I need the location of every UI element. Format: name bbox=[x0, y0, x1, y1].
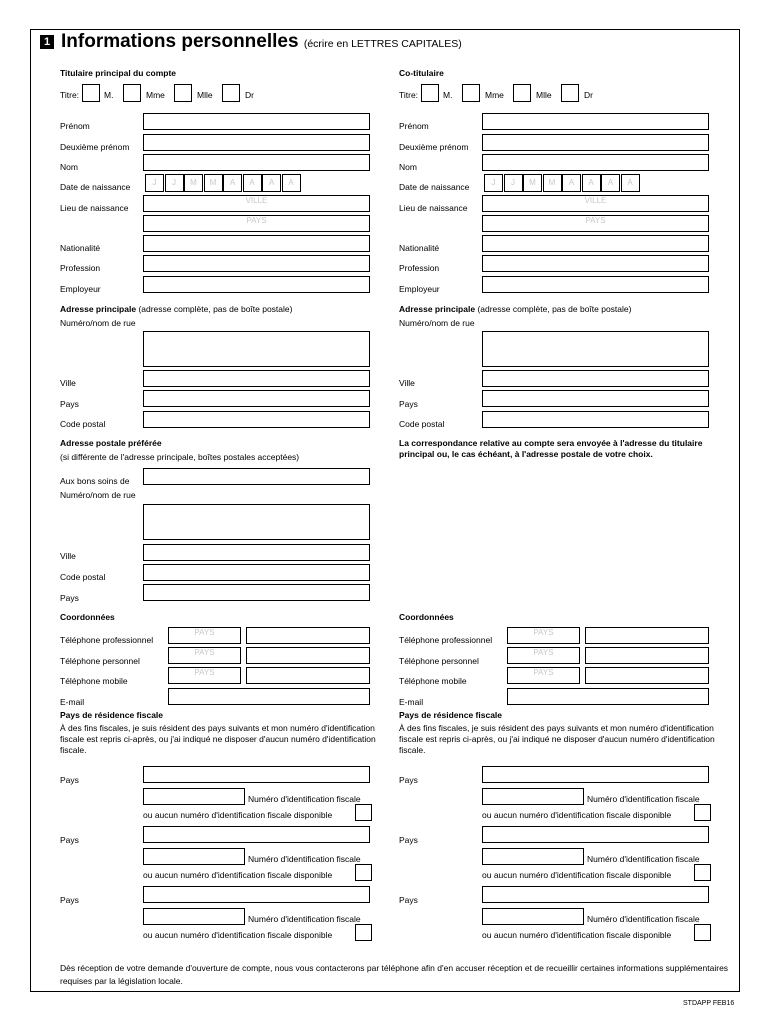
dob-cell[interactable]: J bbox=[484, 174, 503, 192]
postal-street-input[interactable] bbox=[143, 504, 370, 540]
left-street-input[interactable] bbox=[143, 331, 370, 367]
postal-street-label: Numéro/nom de rue bbox=[60, 490, 136, 500]
right-address-code_postal-input[interactable] bbox=[482, 411, 709, 428]
right-no-tin-label-1: ou aucun numéro d'identification fiscale disponible bbox=[482, 870, 672, 880]
form-code: STDAPP FEB16 bbox=[683, 1000, 735, 1007]
dob-cell[interactable]: A bbox=[582, 174, 601, 192]
left-title-option-0: M. bbox=[104, 90, 114, 100]
right-nationalite-input[interactable] bbox=[482, 235, 709, 252]
right-holder-heading: Co-titulaire bbox=[399, 68, 444, 78]
left-profession-label: Profession bbox=[60, 263, 101, 273]
left-address-pays-input[interactable] bbox=[143, 390, 370, 407]
address-heading-note: (adresse complète, pas de boîte postale) bbox=[477, 304, 632, 314]
right-tin-input-2[interactable] bbox=[482, 908, 584, 925]
dob-cell[interactable]: A bbox=[621, 174, 640, 192]
address-heading-text: Adresse principale bbox=[399, 304, 476, 314]
right-address-ville-label: Ville bbox=[399, 378, 415, 388]
right-profession-input[interactable] bbox=[482, 255, 709, 272]
section-subtitle: (écrire en LETTRES CAPITALES) bbox=[303, 38, 462, 50]
right-title-option-3: Dr bbox=[584, 90, 593, 100]
left-nom-input[interactable] bbox=[143, 154, 370, 171]
right-tel_perso-label: Téléphone personnel bbox=[399, 656, 479, 666]
left-title-option-3: Dr bbox=[245, 90, 254, 100]
left-title-checkbox-3[interactable] bbox=[222, 84, 240, 102]
left-tin-input-1[interactable] bbox=[143, 848, 245, 865]
right-no-tin-label-0: ou aucun numéro d'identification fiscale disponible bbox=[482, 810, 672, 820]
right-dob-group bbox=[484, 174, 640, 192]
right-tin-input-0[interactable] bbox=[482, 788, 584, 805]
left-profession-input[interactable] bbox=[143, 255, 370, 272]
dob-cell[interactable]: A bbox=[282, 174, 301, 192]
left-nationalite-input[interactable] bbox=[143, 235, 370, 252]
left-tax-country-label-1: Pays bbox=[60, 835, 79, 845]
left-tin-label-2: Numéro d'identification fiscale bbox=[248, 914, 361, 924]
right-title-option-0: M. bbox=[443, 90, 453, 100]
right-title-checkbox-1[interactable] bbox=[462, 84, 480, 102]
left-tax-country-label-2: Pays bbox=[60, 895, 79, 905]
dob-cell[interactable]: J bbox=[504, 174, 523, 192]
dob-cell[interactable]: A bbox=[262, 174, 281, 192]
postal-note: (si différente de l'adresse principale, boîtes postales acceptées) bbox=[60, 452, 300, 462]
left-prenom-label: Prénom bbox=[60, 121, 90, 131]
right-no-tin-label-2: ou aucun numéro d'identification fiscale disponible bbox=[482, 930, 672, 940]
left-deuxieme_prenom-label: Deuxième prénom bbox=[60, 142, 130, 152]
right-tin-label-0: Numéro d'identification fiscale bbox=[587, 794, 700, 804]
left-tel_pro-number-input[interactable] bbox=[246, 627, 370, 644]
right-address-code_postal-label: Code postal bbox=[399, 419, 445, 429]
left-title-option-1: Mme bbox=[146, 90, 165, 100]
left-contact-heading: Coordonnées bbox=[60, 612, 115, 622]
left-email-input[interactable] bbox=[168, 688, 370, 705]
left-tax-country-input-2[interactable] bbox=[143, 886, 370, 903]
right-title-option-2: Mlle bbox=[536, 90, 552, 100]
right-tax-country-label-0: Pays bbox=[399, 775, 418, 785]
right-address-pays-input[interactable] bbox=[482, 390, 709, 407]
right-email-input[interactable] bbox=[507, 688, 709, 705]
right-address-heading bbox=[399, 304, 631, 314]
postal-cp-label: Code postal bbox=[60, 572, 106, 582]
left-tel_mobile-label: Téléphone mobile bbox=[60, 676, 128, 686]
left-title-label: Titre: bbox=[60, 90, 80, 100]
left-tin-input-2[interactable] bbox=[143, 908, 245, 925]
left-title-option-2: Mlle bbox=[197, 90, 213, 100]
left-address-ville-label: Ville bbox=[60, 378, 76, 388]
right-address-pays-label: Pays bbox=[399, 399, 418, 409]
section-number: 1 bbox=[40, 35, 54, 49]
right-address-ville-input[interactable] bbox=[482, 370, 709, 387]
right-no-tin-checkbox-0[interactable] bbox=[694, 804, 711, 821]
left-country-placeholder: PAYS bbox=[246, 216, 267, 225]
right-street-input[interactable] bbox=[482, 331, 709, 367]
right-email-label: E-mail bbox=[399, 697, 424, 707]
left-tax-country-label-0: Pays bbox=[60, 775, 79, 785]
right-tel_pro-label: Téléphone professionnel bbox=[399, 635, 493, 645]
left-birthplace-label: Lieu de naissance bbox=[60, 203, 129, 213]
postal-heading: Adresse postale préférée bbox=[60, 438, 162, 448]
right-no-tin-checkbox-1[interactable] bbox=[694, 864, 711, 881]
left-tel_pro-country-placeholder: PAYS bbox=[194, 628, 215, 637]
left-title-checkbox-0[interactable] bbox=[82, 84, 100, 102]
left-tax-country-input-1[interactable] bbox=[143, 826, 370, 843]
right-nom-input[interactable] bbox=[482, 154, 709, 171]
dob-cell[interactable]: M bbox=[543, 174, 562, 192]
correspondence-note: La correspondance relative au compte sera envoyée à l'adresse du titulaire principal ou, le cas échéant, à l'adresse postale de votre choix. bbox=[399, 438, 703, 459]
address-heading-note: (adresse complète, pas de boîte postale) bbox=[138, 304, 293, 314]
left-street-label: Numéro/nom de rue bbox=[60, 318, 136, 328]
right-tel_perso-number-input[interactable] bbox=[585, 647, 709, 664]
postal-pays-input[interactable] bbox=[143, 584, 370, 601]
left-city-placeholder: VILLE bbox=[245, 196, 268, 205]
right-profession-label: Profession bbox=[399, 263, 440, 273]
left-holder-heading: Titulaire principal du compte bbox=[60, 68, 177, 78]
left-address-code_postal-input[interactable] bbox=[143, 411, 370, 428]
right-tel_perso-country-placeholder: PAYS bbox=[533, 648, 554, 657]
right-title-checkbox-3[interactable] bbox=[561, 84, 579, 102]
left-tel_perso-country-placeholder: PAYS bbox=[194, 648, 215, 657]
right-title-checkbox-0[interactable] bbox=[421, 84, 439, 102]
dob-cell[interactable]: J bbox=[165, 174, 184, 192]
left-tax-country-input-0[interactable] bbox=[143, 766, 370, 783]
right-nationalite-label: Nationalité bbox=[399, 243, 440, 253]
left-employeur-input[interactable] bbox=[143, 276, 370, 293]
dob-cell[interactable]: A bbox=[243, 174, 262, 192]
right-tax-heading: Pays de résidence fiscale bbox=[399, 710, 503, 720]
dob-cell[interactable]: A bbox=[223, 174, 242, 192]
left-title-checkbox-2[interactable] bbox=[174, 84, 192, 102]
right-tel_mobile-number-input[interactable] bbox=[585, 667, 709, 684]
right-tax-country-input-0[interactable] bbox=[482, 766, 709, 783]
left-address-code_postal-label: Code postal bbox=[60, 419, 106, 429]
left-tin-input-0[interactable] bbox=[143, 788, 245, 805]
right-tax-country-input-1[interactable] bbox=[482, 826, 709, 843]
right-title-checkbox-2[interactable] bbox=[513, 84, 531, 102]
postal-cp-input[interactable] bbox=[143, 564, 370, 581]
left-tin-label-0: Numéro d'identification fiscale bbox=[248, 794, 361, 804]
left-address-heading bbox=[60, 304, 292, 314]
right-employeur-input[interactable] bbox=[482, 276, 709, 293]
dob-cell[interactable]: J bbox=[145, 174, 164, 192]
right-employeur-label: Employeur bbox=[399, 284, 440, 294]
section-title: Informations personnelles (écrire en LETTRES CAPITALES) bbox=[61, 31, 462, 52]
left-nom-label: Nom bbox=[60, 162, 78, 172]
left-tel_pro-label: Téléphone professionnel bbox=[60, 635, 154, 645]
left-address-pays-label: Pays bbox=[60, 399, 79, 409]
right-street-label: Numéro/nom de rue bbox=[399, 318, 475, 328]
right-no-tin-checkbox-2[interactable] bbox=[694, 924, 711, 941]
left-address-ville-input[interactable] bbox=[143, 370, 370, 387]
right-tin-label-1: Numéro d'identification fiscale bbox=[587, 854, 700, 864]
left-no-tin-label-1: ou aucun numéro d'identification fiscale disponible bbox=[143, 870, 333, 880]
left-no-tin-label-0: ou aucun numéro d'identification fiscale disponible bbox=[143, 810, 333, 820]
dob-cell[interactable]: M bbox=[204, 174, 223, 192]
right-dob-label: Date de naissance bbox=[399, 182, 470, 192]
right-tel_pro-country-placeholder: PAYS bbox=[533, 628, 554, 637]
right-contact-heading: Coordonnées bbox=[399, 612, 454, 622]
right-tel_mobile-label: Téléphone mobile bbox=[399, 676, 467, 686]
left-tel_perso-label: Téléphone personnel bbox=[60, 656, 140, 666]
left-tel_mobile-number-input[interactable] bbox=[246, 667, 370, 684]
left-no-tin-checkbox-0[interactable] bbox=[355, 804, 372, 821]
left-dob-group bbox=[145, 174, 301, 192]
right-tin-label-2: Numéro d'identification fiscale bbox=[587, 914, 700, 924]
dob-cell[interactable]: M bbox=[523, 174, 542, 192]
left-tax-heading: Pays de résidence fiscale bbox=[60, 710, 164, 720]
right-title-label: Titre: bbox=[399, 90, 419, 100]
right-deuxieme_prenom-input[interactable] bbox=[482, 134, 709, 151]
care-of-input[interactable] bbox=[143, 468, 370, 485]
left-deuxieme_prenom-input[interactable] bbox=[143, 134, 370, 151]
left-employeur-label: Employeur bbox=[60, 284, 101, 294]
right-tax-country-input-2[interactable] bbox=[482, 886, 709, 903]
right-birthplace-label: Lieu de naissance bbox=[399, 203, 468, 213]
left-no-tin-checkbox-1[interactable] bbox=[355, 864, 372, 881]
right-nom-label: Nom bbox=[399, 162, 417, 172]
right-deuxieme_prenom-label: Deuxième prénom bbox=[399, 142, 469, 152]
left-title-checkbox-1[interactable] bbox=[123, 84, 141, 102]
left-prenom-input[interactable] bbox=[143, 113, 370, 130]
left-no-tin-label-2: ou aucun numéro d'identification fiscale disponible bbox=[143, 930, 333, 940]
right-prenom-label: Prénom bbox=[399, 121, 429, 131]
left-tax-intro: À des fins fiscales, je suis résident des pays suivants et mon numéro d'identification fiscale est repris ci-après, ou j'ai indiqué ne disposer d'aucun numéro d'identification fiscale. bbox=[60, 723, 376, 755]
right-tel_pro-number-input[interactable] bbox=[585, 627, 709, 644]
left-nationalite-label: Nationalité bbox=[60, 243, 101, 253]
right-tax-country-label-1: Pays bbox=[399, 835, 418, 845]
right-tin-input-1[interactable] bbox=[482, 848, 584, 865]
left-tel_perso-number-input[interactable] bbox=[246, 647, 370, 664]
right-title-option-1: Mme bbox=[485, 90, 504, 100]
footer-note: Dès réception de votre demande d'ouverture de compte, nous vous contacterons par téléphone afin d'en accuser réception et de recueillir certaines informations supplémentaires requises par la législation locale. bbox=[60, 963, 729, 986]
postal-pays-label: Pays bbox=[60, 593, 79, 603]
left-tin-label-1: Numéro d'identification fiscale bbox=[248, 854, 361, 864]
left-email-label: E-mail bbox=[60, 697, 85, 707]
right-tax-intro: À des fins fiscales, je suis résident des pays suivants et mon numéro d'identification fiscale est repris ci-après, ou j'ai indiqué ne disposer d'aucun numéro d'identification fiscale. bbox=[399, 723, 715, 755]
care-of-label: Aux bons soins de bbox=[60, 476, 130, 486]
postal-ville-label: Ville bbox=[60, 551, 76, 561]
dob-cell[interactable]: A bbox=[562, 174, 581, 192]
right-tel_mobile-country-placeholder: PAYS bbox=[533, 668, 554, 677]
right-country-placeholder: PAYS bbox=[585, 216, 606, 225]
right-city-placeholder: VILLE bbox=[584, 196, 607, 205]
dob-cell[interactable]: A bbox=[601, 174, 620, 192]
dob-cell[interactable]: M bbox=[184, 174, 203, 192]
address-heading-text: Adresse principale bbox=[60, 304, 137, 314]
postal-ville-input[interactable] bbox=[143, 544, 370, 561]
left-tel_mobile-country-placeholder: PAYS bbox=[194, 668, 215, 677]
right-prenom-input[interactable] bbox=[482, 113, 709, 130]
left-dob-label: Date de naissance bbox=[60, 182, 131, 192]
right-tax-country-label-2: Pays bbox=[399, 895, 418, 905]
left-no-tin-checkbox-2[interactable] bbox=[355, 924, 372, 941]
